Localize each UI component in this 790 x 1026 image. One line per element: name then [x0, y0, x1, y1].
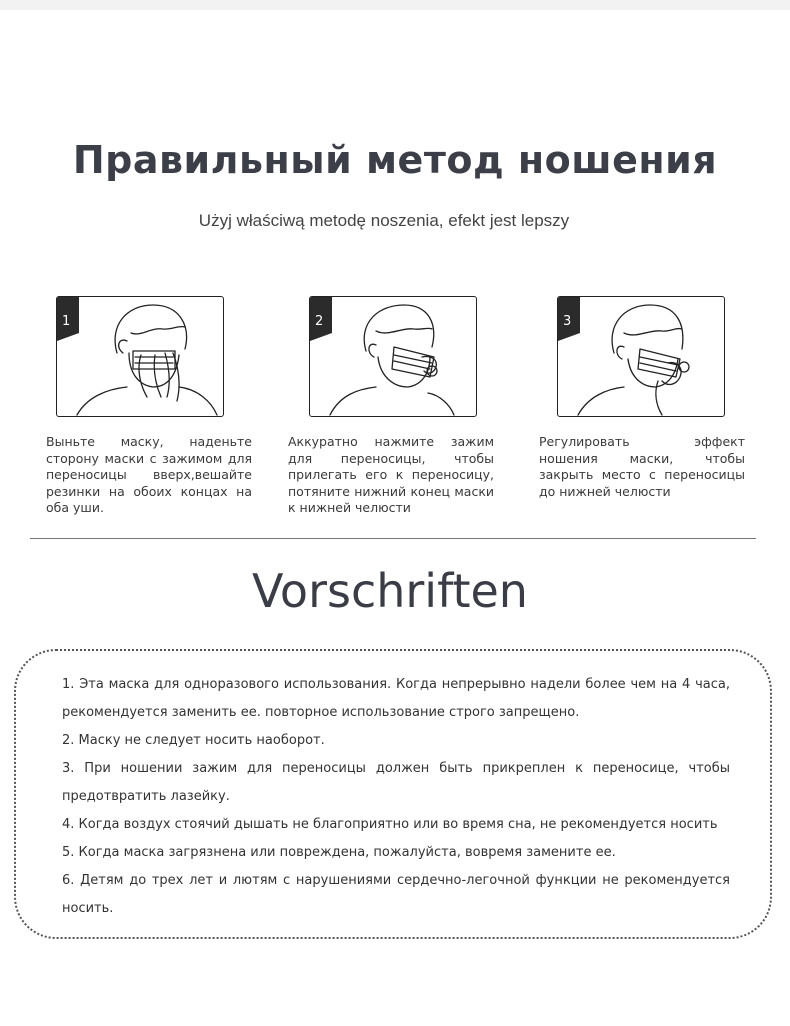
rule-item-6: 6. Детям до трех лет и лютям с нарушениями сердечно-легочной функции не рекомендуется носить.: [62, 873, 730, 916]
section-divider: [30, 538, 756, 539]
rule-item-3: 3. При ношении зажим для переносицы должен быть прикреплен к переносице, чтобы предотвратить лазейку.: [62, 761, 730, 804]
put-on-mask-illustration-icon: [57, 297, 223, 416]
adjust-mask-illustration-icon: [558, 297, 724, 416]
page-subtitle: Użyj właściwą metodę noszenia, efekt jest lepszy: [198, 211, 570, 230]
step-2-number: 2: [315, 314, 324, 329]
rules-title: Vorschriften: [252, 564, 528, 618]
rule-item-1: 1. Эта маска для одноразового использования. Когда непрерывно надели более чем на 4 часа, рекомендуется заменить ее. повторное использование строго запрещено.: [62, 677, 730, 720]
top-bar: [0, 0, 790, 10]
rules-list: [62, 671, 730, 923]
press-nose-clip-illustration-icon: [310, 297, 476, 416]
step-1-description: Выньте маску, наденьте сторону маски с зажимом для переносицы вверх,вешайте резинки на обоих концах на оба уши.: [46, 434, 252, 515]
page-title: Правильный метод ношения: [72, 138, 718, 182]
step-3-description: Регулировать эффект ношения маски, чтобы закрыть место с переносицы до нижней челюсти: [539, 434, 745, 499]
step-2-description: Аккуратно нажмите зажим для переносицы, чтобы прилегать его к переносицу, потяните нижний конец маски к нижней челюсти: [288, 434, 494, 515]
step-3-panel: [557, 296, 725, 417]
step-2-panel: [309, 296, 477, 417]
step-3-number: 3: [563, 314, 572, 329]
rule-item-5: 5. Когда маска загрязнена или повреждена, пожалуйста, вовремя замените ее.: [62, 845, 616, 860]
step-1-number: 1: [62, 314, 71, 329]
rule-item-4: 4. Когда воздух стоячий дышать не благоприятно или во время сна, не рекомендуется носить: [62, 817, 718, 832]
step-1-panel: [56, 296, 224, 417]
rule-item-2: 2. Маску не следует носить наоборот.: [62, 733, 325, 748]
